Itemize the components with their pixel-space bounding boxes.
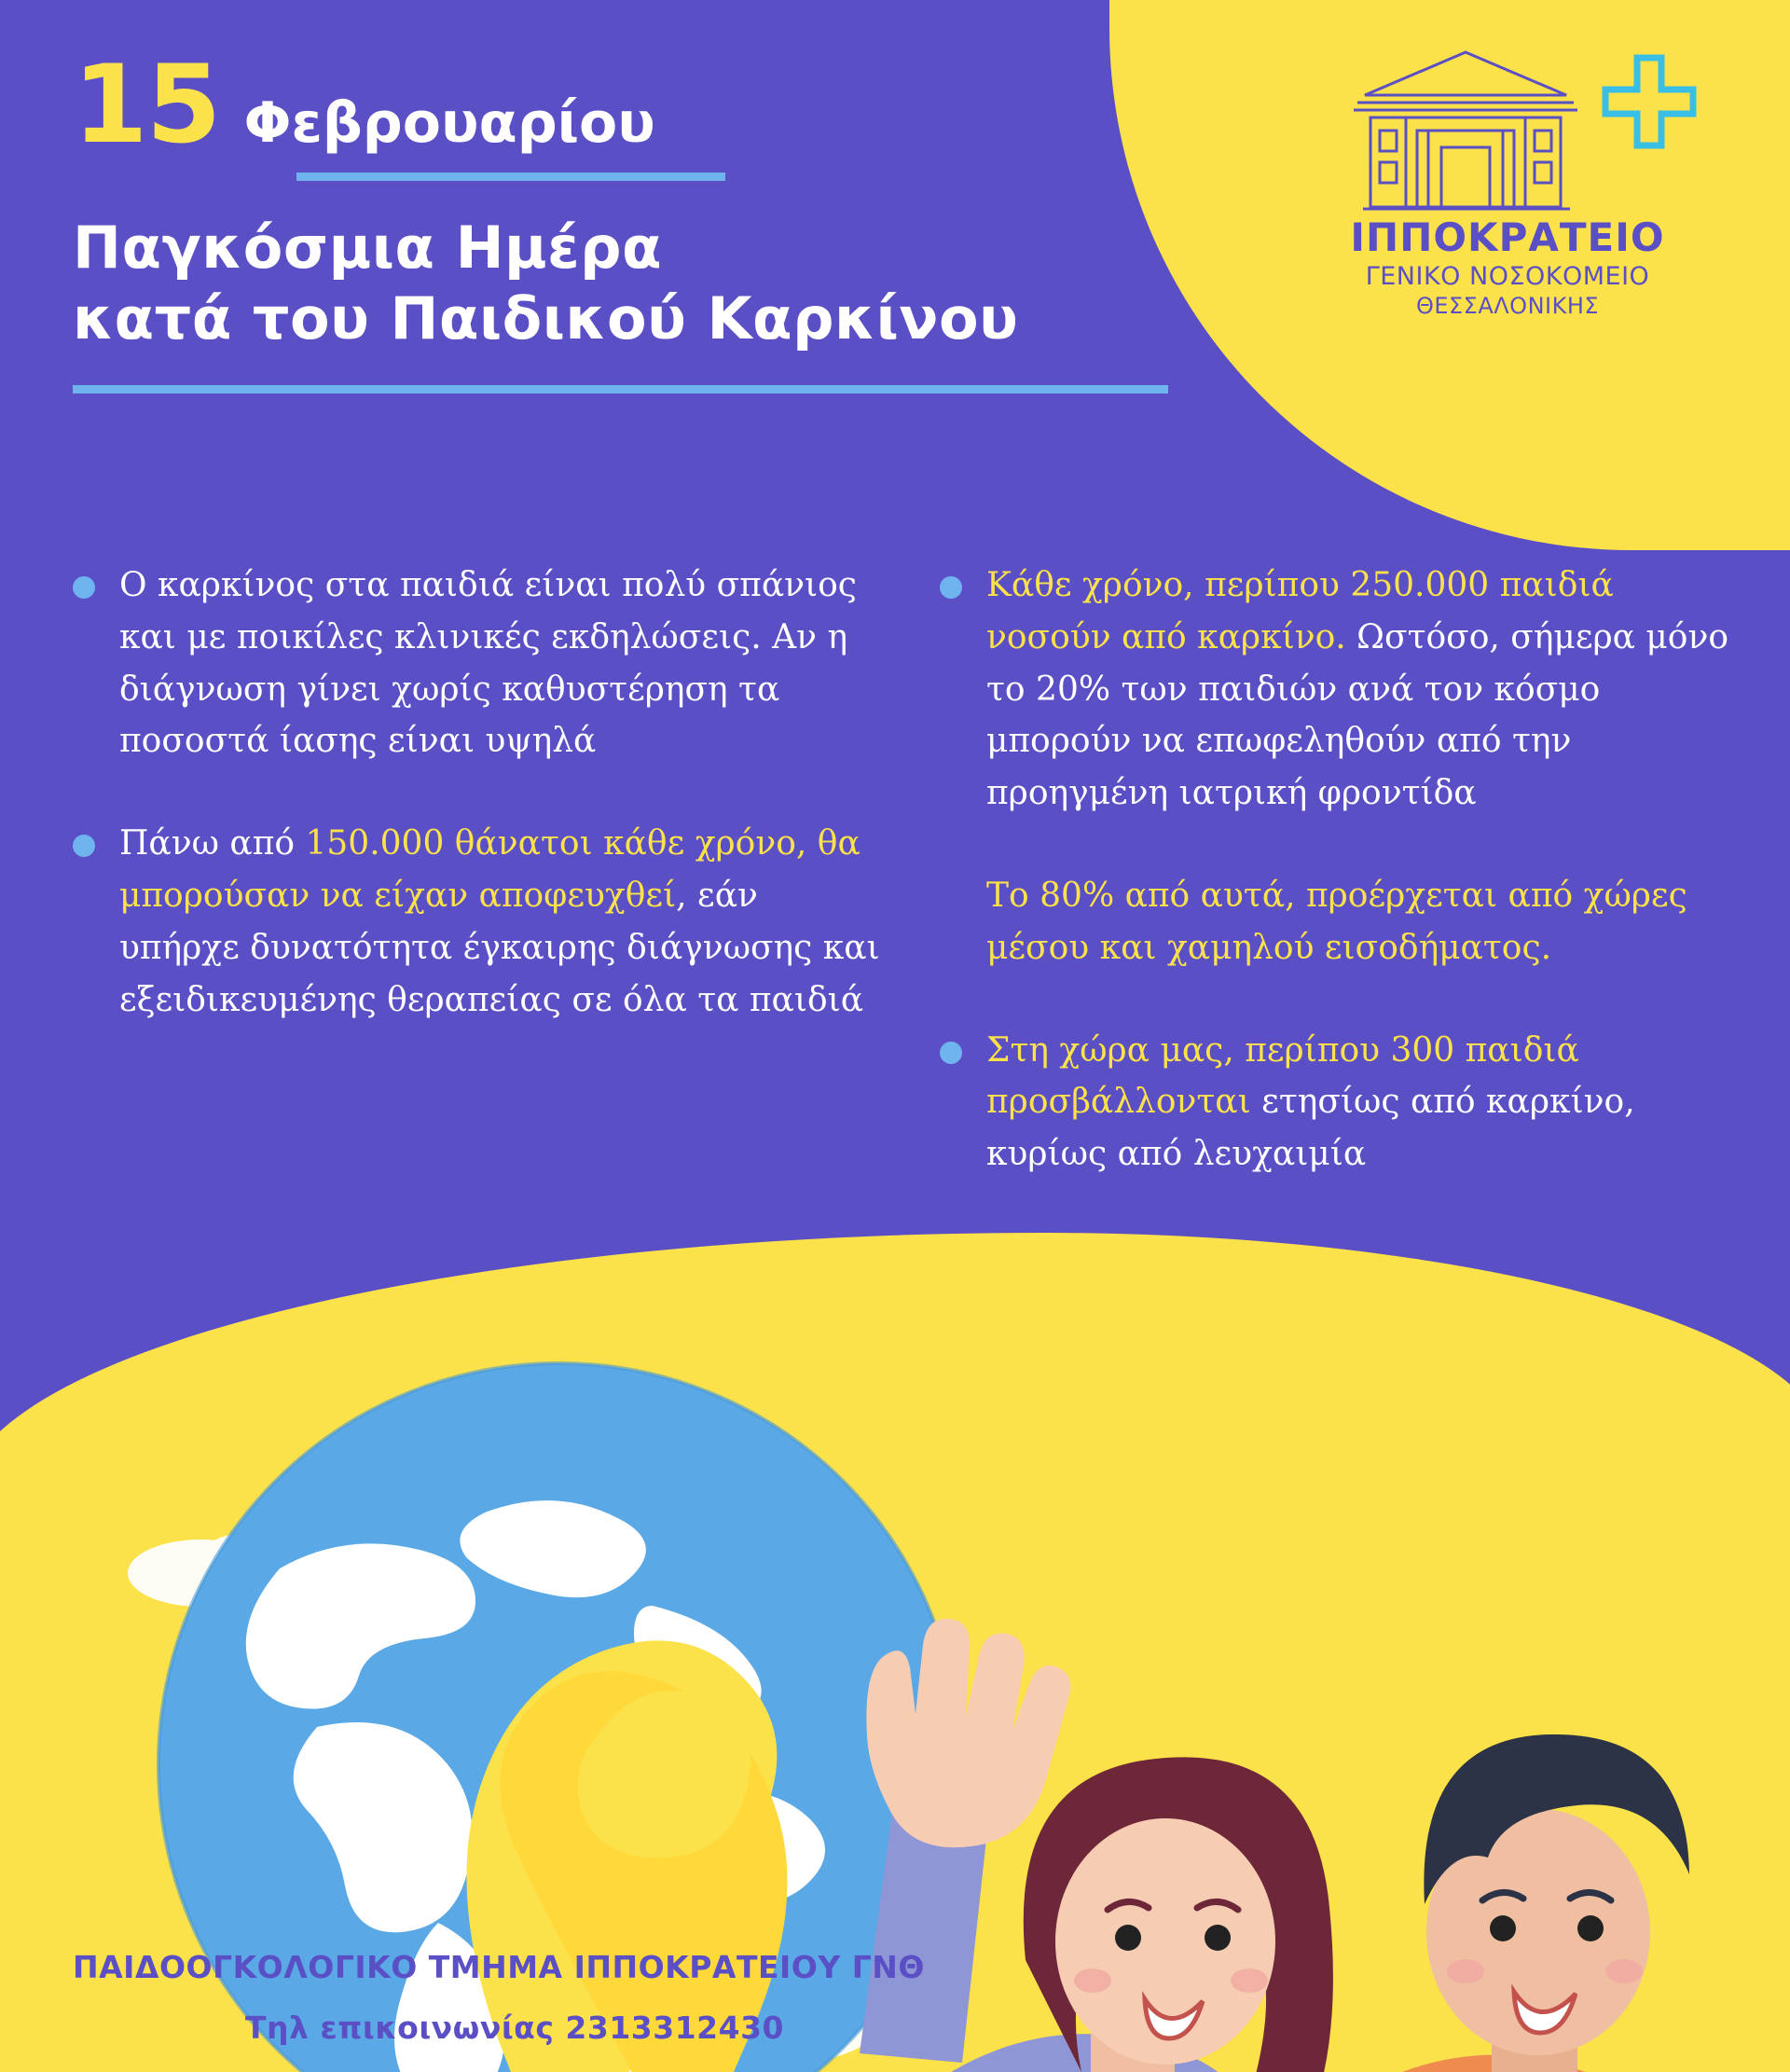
content-columns — [73, 559, 1751, 1231]
illustration — [0, 1084, 1790, 2072]
footer — [73, 1949, 1471, 2046]
divider-short — [296, 173, 725, 181]
logo-subtitle-2: ΘΕΣΣΑΛΟΝΙΚΗΣ — [1415, 293, 1600, 320]
bullet-text — [119, 559, 884, 767]
bullet-item — [73, 559, 884, 767]
hospital-logo — [1307, 45, 1708, 319]
logo-subtitle-1: ΓΕΝΙΚΟ ΝΟΣΟΚΟΜΕΙΟ — [1365, 262, 1650, 292]
title-line-2: κατά του Παιδικού Καρκίνου — [73, 283, 1019, 352]
hospital-building-icon — [1326, 45, 1605, 217]
bullet-text — [986, 1025, 1742, 1181]
date-row — [73, 42, 1173, 168]
highlighted-text: 150.000 θάνατοι κάθε χρόνο, θα μπορούσαν να είχαν αποφευχθεί — [119, 824, 861, 915]
poster-header — [73, 42, 1173, 394]
logo-name: ΙΠΠΟΚΡΑΤΕΙΟ — [1350, 214, 1665, 260]
bullet-dot-icon — [73, 835, 95, 857]
page-title — [73, 213, 1173, 353]
body-text: Πάνω από — [119, 824, 306, 863]
bullet-text — [119, 818, 884, 1026]
bullet-text — [986, 559, 1742, 820]
body-text: Ωστόσο, σήμερα μόνο το 20% των παιδιών ανά τον κόσμο μπορούν να επωφεληθούν από την προηγμένη ιατρική φροντίδα — [986, 617, 1729, 813]
left-column — [73, 559, 884, 1231]
bullet-item — [73, 818, 884, 1026]
bullet-dot-icon — [940, 576, 962, 599]
divider-long — [73, 385, 1168, 394]
body-text: ετησίως από καρκίνο, κυρίως από λευχαιμία — [986, 1083, 1635, 1174]
highlighted-text: Κάθε χρόνο, περίπου 250.000 παιδιά νοσούν από καρκίνο. — [986, 566, 1614, 656]
contact-phone: Τηλ επικοινωνίας 2313312430 — [245, 2010, 785, 2046]
bullet-item — [940, 1025, 1742, 1181]
title-line-1: Παγκόσμια Ημέρα — [73, 214, 663, 282]
bullet-dot-icon — [940, 1042, 962, 1064]
paragraph — [986, 870, 1742, 974]
body-text: Ο καρκίνος στα παιδιά είναι πολύ σπάνιος και με ποικίλες κλινικές εκδηλώσεις. Αν η διάγνωση γίνει χωρίς καθυστέρηση τα ποσοστά ίασης είναι υψηλά — [119, 566, 857, 761]
medical-cross-icon — [1598, 50, 1700, 153]
department-name: ΠΑΙΔΟΟΓΚΟΛΟΓΙΚΟ ΤΜΗΜΑ ΙΠΠΟΚΡΑΤΕΙΟΥ ΓΝΘ — [73, 1949, 925, 1985]
bullet-dot-icon — [73, 576, 95, 599]
right-column — [940, 559, 1742, 1231]
highlighted-text: Το 80% από αυτά, προέρχεται από χώρες μέσου και χαμηλού εισοδήματος. — [986, 876, 1687, 967]
day-number: 15 — [73, 42, 220, 168]
body-text: , εάν υπήρχε δυνατότητα έγκαιρης διάγνωσης και εξειδικευμένης θεραπείας σε όλα τα παιδιά — [119, 876, 880, 1019]
highlighted-text: Στη χώρα μας, περίπου 300 παιδιά προσβάλλονται — [986, 1030, 1579, 1122]
month-name: Φεβρουαρίου — [243, 90, 655, 156]
bullet-item — [940, 559, 1742, 820]
logo-artwork — [1307, 45, 1708, 217]
